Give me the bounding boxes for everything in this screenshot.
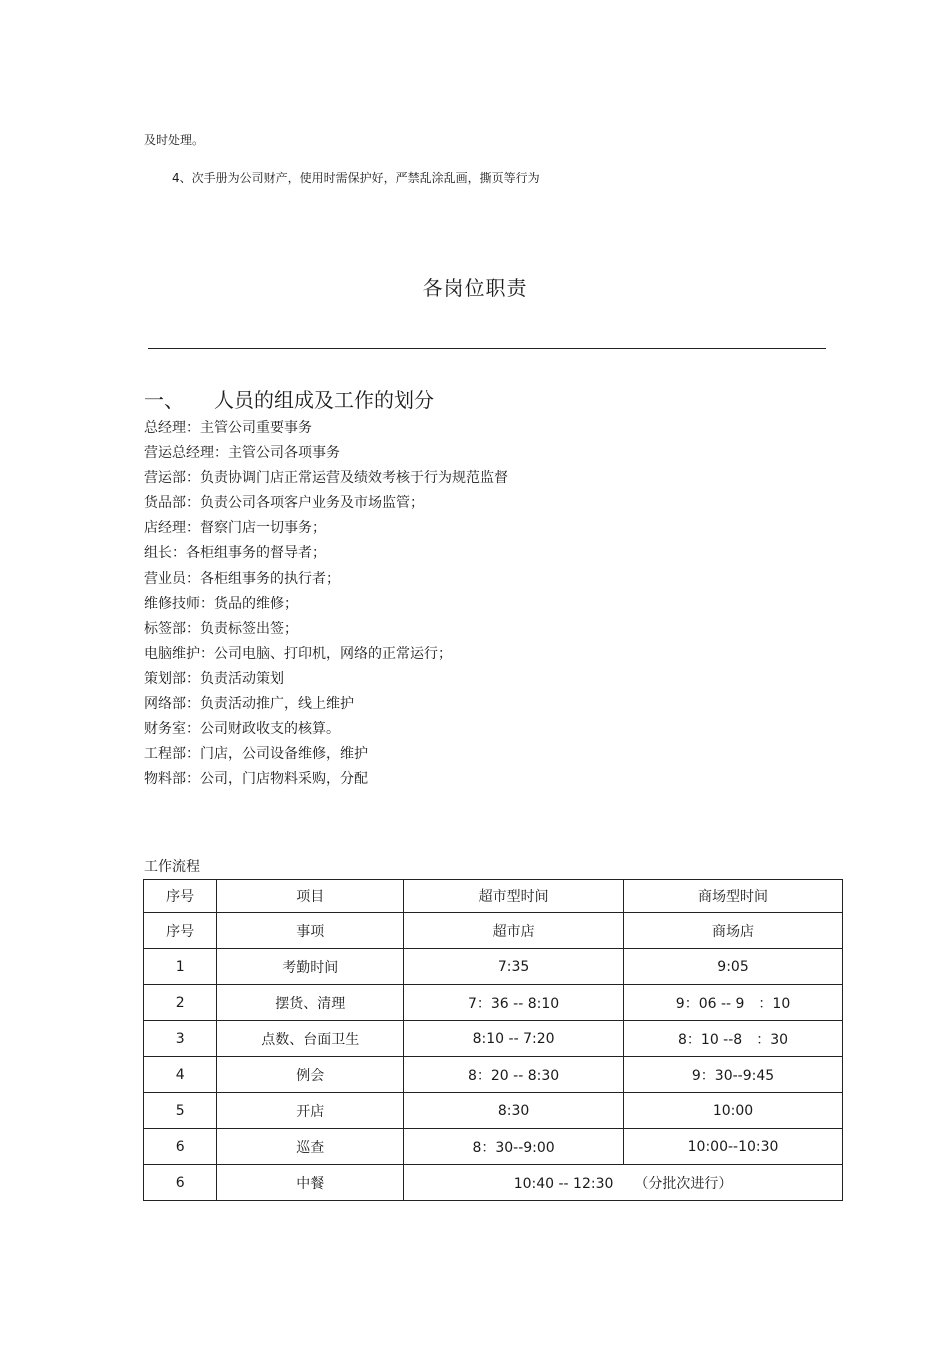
table-cell: 巡查 xyxy=(217,1129,404,1165)
list-item: 工程部：门店，公司设备维修，维护 xyxy=(144,746,368,763)
table-header-cell: 项目 xyxy=(217,880,404,913)
section-title: 人员的组成及工作的划分 xyxy=(214,388,434,412)
table-header-row xyxy=(144,880,843,913)
section-number: 一、 xyxy=(144,388,184,412)
table-cell: 7:35 xyxy=(404,949,624,985)
table-header-cell: 超市店 xyxy=(404,913,624,949)
table-cell: 9：30--9:45 xyxy=(624,1057,843,1093)
table-cell: 2 xyxy=(144,985,217,1021)
table-cell: 摆货、清理 xyxy=(217,985,404,1021)
table-cell: 10:00 xyxy=(624,1093,843,1129)
table-cell: 7：36 -- 8:10 xyxy=(404,985,624,1021)
list-item: 维修技师：货品的维修； xyxy=(144,595,298,612)
table-cell: 3 xyxy=(144,1021,217,1057)
table-cell: 例会 xyxy=(217,1057,404,1093)
workflow-table xyxy=(143,879,843,1201)
section-heading xyxy=(144,384,434,413)
list-item: 组长：各柜组事务的督导者； xyxy=(144,545,326,562)
table-cell: 1 xyxy=(144,949,217,985)
list-item: 网络部：负责活动推广，线上维护 xyxy=(144,696,354,713)
table-cell: 6 xyxy=(144,1165,217,1201)
table-cell: 8:30 xyxy=(404,1093,624,1129)
table-header-cell: 商场型时间 xyxy=(624,880,843,913)
table-row xyxy=(144,949,843,985)
table-header-cell: 超市型时间 xyxy=(404,880,624,913)
table-row xyxy=(144,1129,843,1165)
table-row xyxy=(144,1093,843,1129)
list-item: 营运部：负责协调门店正常运营及绩效考核于行为规范监督 xyxy=(144,470,508,487)
table-cell: 9：06 -- 9 ：10 xyxy=(624,985,843,1021)
table-cell: 中餐 xyxy=(217,1165,404,1201)
table-cell: 开店 xyxy=(217,1093,404,1129)
list-item: 电脑维护：公司电脑、打印机，网络的正常运行； xyxy=(144,645,452,662)
table-cell: 8：10 --8 ：30 xyxy=(624,1021,843,1057)
list-item: 财务室：公司财政收支的核算。 xyxy=(144,721,340,738)
list-item: 物料部：公司，门店物料采购，分配 xyxy=(144,771,368,788)
title-divider xyxy=(148,348,826,349)
table-cell: 5 xyxy=(144,1093,217,1129)
page-title: 各岗位职责 xyxy=(422,276,528,300)
list-item: 营业员：各柜组事务的执行者； xyxy=(144,570,340,587)
table-cell: 8：30--9:00 xyxy=(404,1129,624,1165)
table-header-cell: 序号 xyxy=(144,880,217,913)
table-header-cell: 商场店 xyxy=(624,913,843,949)
table-cell-merged: 10:40 -- 12:30 （分批次进行） xyxy=(404,1165,843,1201)
table-subheader-row xyxy=(144,913,843,949)
list-item: 货品部：负责公司各项客户业务及市场监管； xyxy=(144,495,424,512)
table-cell: 考勤时间 xyxy=(217,949,404,985)
table-row xyxy=(144,1021,843,1057)
table-row xyxy=(144,985,843,1021)
list-item: 策划部：负责活动策划 xyxy=(144,670,284,687)
table-header-cell: 事项 xyxy=(217,913,404,949)
table-cell: 10:00--10:30 xyxy=(624,1129,843,1165)
table-row xyxy=(144,1057,843,1093)
list-item: 店经理：督察门店一切事务； xyxy=(144,520,326,537)
table-cell: 8：20 -- 8:30 xyxy=(404,1057,624,1093)
workflow-label: 工作流程 xyxy=(144,859,200,875)
table-cell: 8:10 -- 7:20 xyxy=(404,1021,624,1057)
intro-rule-4: 4、次手册为公司财产，使用时需保护好，严禁乱涂乱画，撕页等行为 xyxy=(172,171,540,185)
list-item: 总经理：主管公司重要事务 xyxy=(144,420,312,436)
list-item: 营运总经理：主管公司各项事务 xyxy=(144,445,340,462)
table-cell: 9:05 xyxy=(624,949,843,985)
table-cell: 6 xyxy=(144,1129,217,1165)
list-item: 标签部：负责标签出签； xyxy=(144,620,298,637)
table-row xyxy=(144,1165,843,1201)
role-list xyxy=(144,416,508,792)
table-header-cell: 序号 xyxy=(144,913,217,949)
table-cell: 点数、台面卫生 xyxy=(217,1021,404,1057)
intro-continuation-text: 及时处理。 xyxy=(144,133,205,147)
table-cell: 4 xyxy=(144,1057,217,1093)
